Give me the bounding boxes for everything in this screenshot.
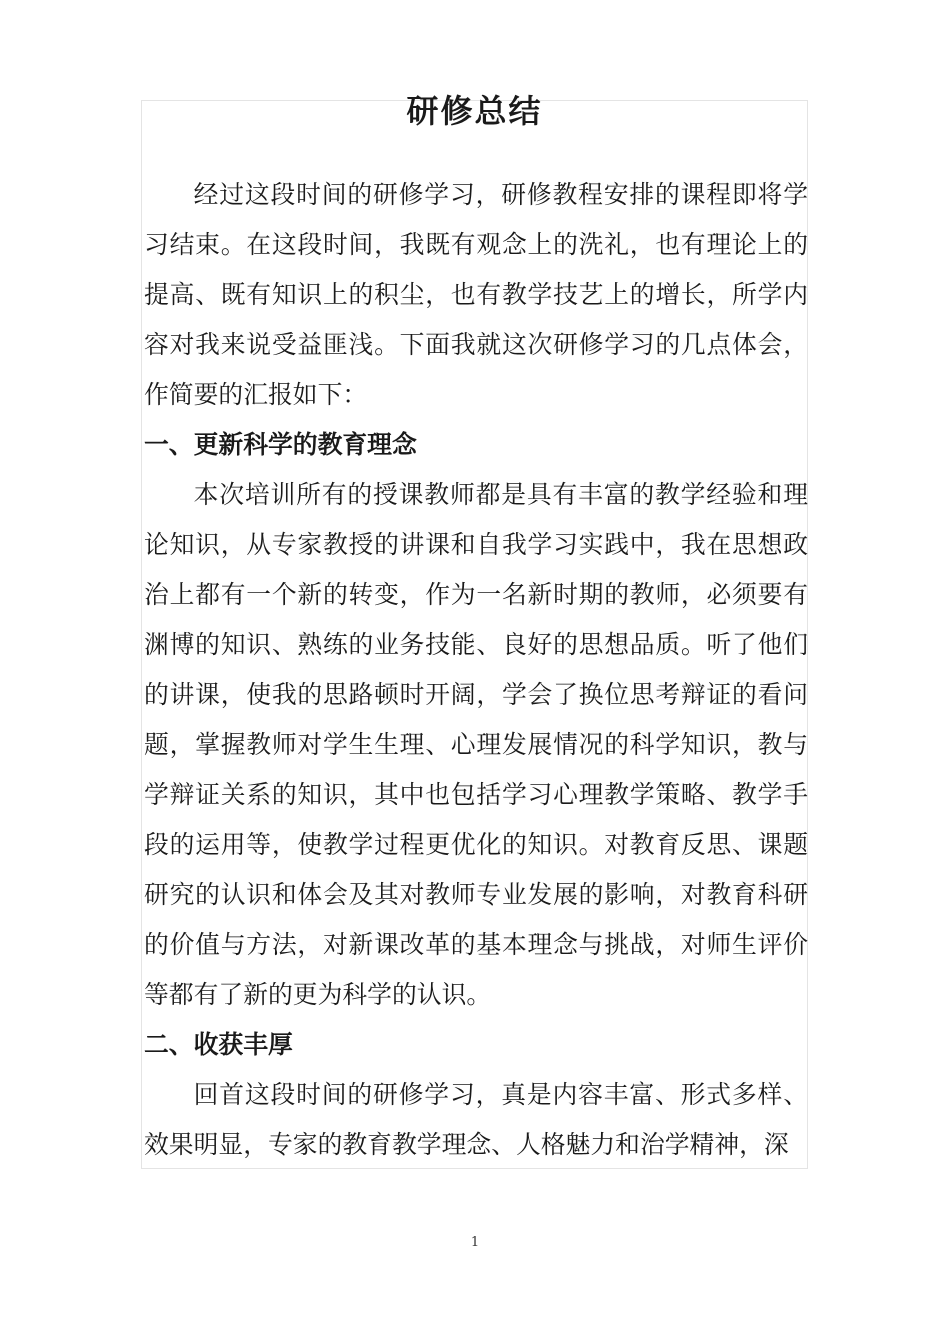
section-heading-2: 二、收获丰厚 (144, 1030, 293, 1059)
section-body-1: 本次培训所有的授课教师都是具有丰富的教学经验和理论知识，从专家教授的讲课和自我学习实践中，我在思想政治上都有一个新的转变，作为一名新时期的教师，必须要有渊博的知识、熟练的业务技能、良好的思想品质。听了他们的讲课，使我的思路顿时开阔，学会了换位思考辩证的看问题，掌握教师对学生生理、心理发展情况的科学知识，教与学辩证关系的知识，其中也包括学习心理教学策略、教学手段的运用等，使教学过程更优化的知识。对教育反思、课题研究的认识和体会及其对教师专业发展的影响，对教育科研的价值与方法，对新课改革的基本理念与挑战，对师生评价等都有了新的更为科学的认识。 (144, 480, 808, 1009)
section-body-2: 回首这段时间的研修学习，真是内容丰富、形式多样、效果明显，专家的教育教学理念、人格魅力和治学精神，深 (144, 1080, 808, 1159)
document-body (144, 170, 808, 1170)
page-number: 1 (470, 1235, 480, 1250)
intro-paragraph: 经过这段时间的研修学习，研修教程安排的课程即将学习结束。在这段时间，我既有观念上的洗礼，也有理论上的提高、既有知识上的积尘，也有教学技艺上的增长，所学内容对我来说受益匪浅。下面我就这次研修学习的几点体会，作简要的汇报如下： (144, 180, 808, 409)
document-title: 研修总结 (406, 92, 543, 130)
section-heading-1: 一、更新科学的教育理念 (144, 430, 417, 459)
